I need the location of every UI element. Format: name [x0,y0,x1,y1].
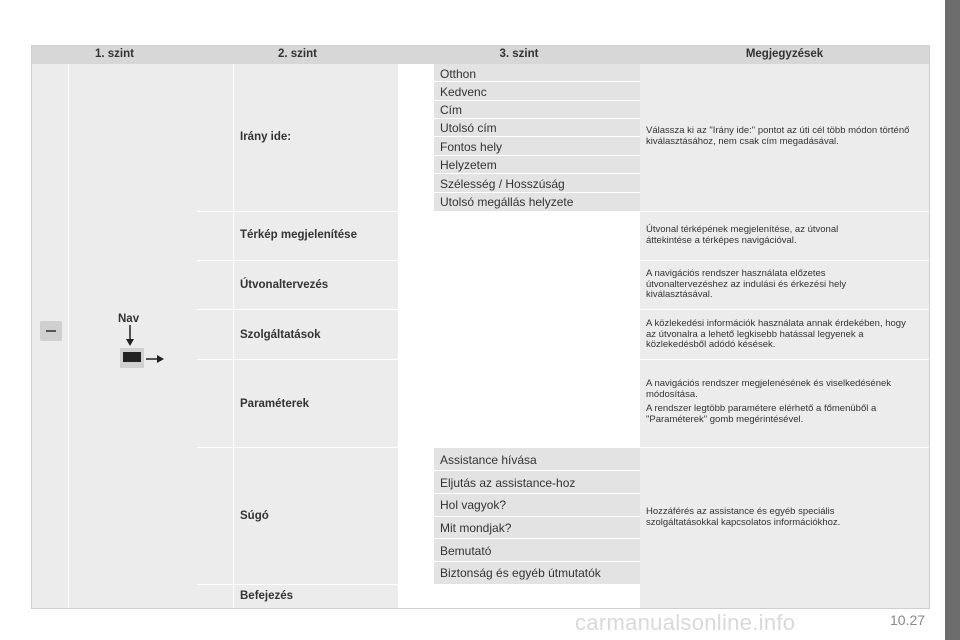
terkep-note: Útvonal térképének megjelenítése, az útvonal áttekintése a térképes navigációval. [646,224,839,246]
szolg-spacer [398,310,640,359]
sugo-option-bemutato[interactable]: Bemutató [440,544,492,558]
szolg-title: Szolgáltatások [240,329,321,341]
sugo-title: Súgó [240,510,269,522]
header-level1: 1. szint [95,48,134,60]
befej-left-cell [197,585,233,608]
irany-option-otthon[interactable]: Otthon [440,67,477,81]
terkep-left-cell [197,212,233,260]
irany-option-utolso-cim[interactable]: Utolsó cím [440,121,497,135]
nav-label: Nav [118,313,140,325]
befej-title: Befejezés [240,590,294,602]
irany-option-helyzetem[interactable]: Helyzetem [440,158,497,172]
irany-option-cim[interactable]: Cím [440,103,462,117]
nav-menu-graphic [115,325,165,370]
sugo-option-assistance-hivasa[interactable]: Assistance hívása [440,453,537,467]
header-level3: 3. szint [499,48,539,60]
irany-spacer [398,64,434,211]
param-spacer [398,360,640,447]
sugo-note: Hozzáférés az assistance és egyéb speciális szolgáltatásokkal kapcsolatos információkhoz. [646,506,841,528]
terkep-spacer [398,212,640,260]
irany-option-kedvenc[interactable]: Kedvenc [440,85,487,99]
sugo-option-mit-mondjak[interactable]: Mit mondjak? [440,521,512,535]
param-left-cell [197,360,233,447]
irany-option-fontos-hely[interactable]: Fontos hely [440,140,503,154]
sugo-spacer [398,448,434,584]
irany-left-cell [197,64,233,211]
sugo-options [434,448,640,584]
page-number: 10.27 [890,612,926,628]
utvonal-title: Útvonaltervezés [240,279,329,291]
nav-small-icon [40,321,62,341]
szolg-left-cell [197,310,233,359]
param-note [646,379,926,429]
header-level2: 2. szint [278,48,317,60]
utvonal-left-cell [197,261,233,309]
befej-spacer [398,585,640,608]
sugo-option-biztonsag[interactable]: Biztonság és egyéb útmutatók [440,566,601,580]
irany-option-szelesseg[interactable]: Szélesség / Hosszúság [440,177,565,191]
param-note-1: A navigációs rendszer megjelenésének és viselkedésének módosítása. [646,378,892,400]
param-title: Paraméterek [240,398,310,410]
utvonal-spacer [398,261,640,309]
irany-title: Irány ide: [240,131,292,143]
header-notes: Megjegyzések [745,48,824,60]
irany-note: Válassza ki az "Irány ide:" pontot az úti cél több módon történő kiválasztásához, nem csak cím megadásával. [646,125,910,147]
side-tab [945,0,960,640]
sugo-option-eljutas[interactable]: Eljutás az assistance-hoz [440,476,576,490]
param-note-2: A rendszer legtöbb paramétere elérhető a főmenüből a "Paraméterek" gomb megérintésével. [646,403,877,425]
sugo-note-cell [640,448,929,608]
utvonal-note: A navigációs rendszer használata előzetes útvonaltervezéshez az indulási és érkezési hely kiválasztásával. [646,268,847,300]
terkep-title: Térkép megjelenítése [240,229,357,241]
sugo-left-cell [197,448,233,584]
watermark: carmanualsonline.info [575,610,796,635]
sugo-option-hol-vagyok[interactable]: Hol vagyok? [440,498,507,512]
szolg-note: A közlekedési információk használata annak érdekében, hogy az útvonalra a lehető legkisebb hatással legyenek a közlekedésből adódó késések. [646,318,906,350]
irany-option-utolso-megallas[interactable]: Utolsó megállás helyzete [440,195,574,209]
